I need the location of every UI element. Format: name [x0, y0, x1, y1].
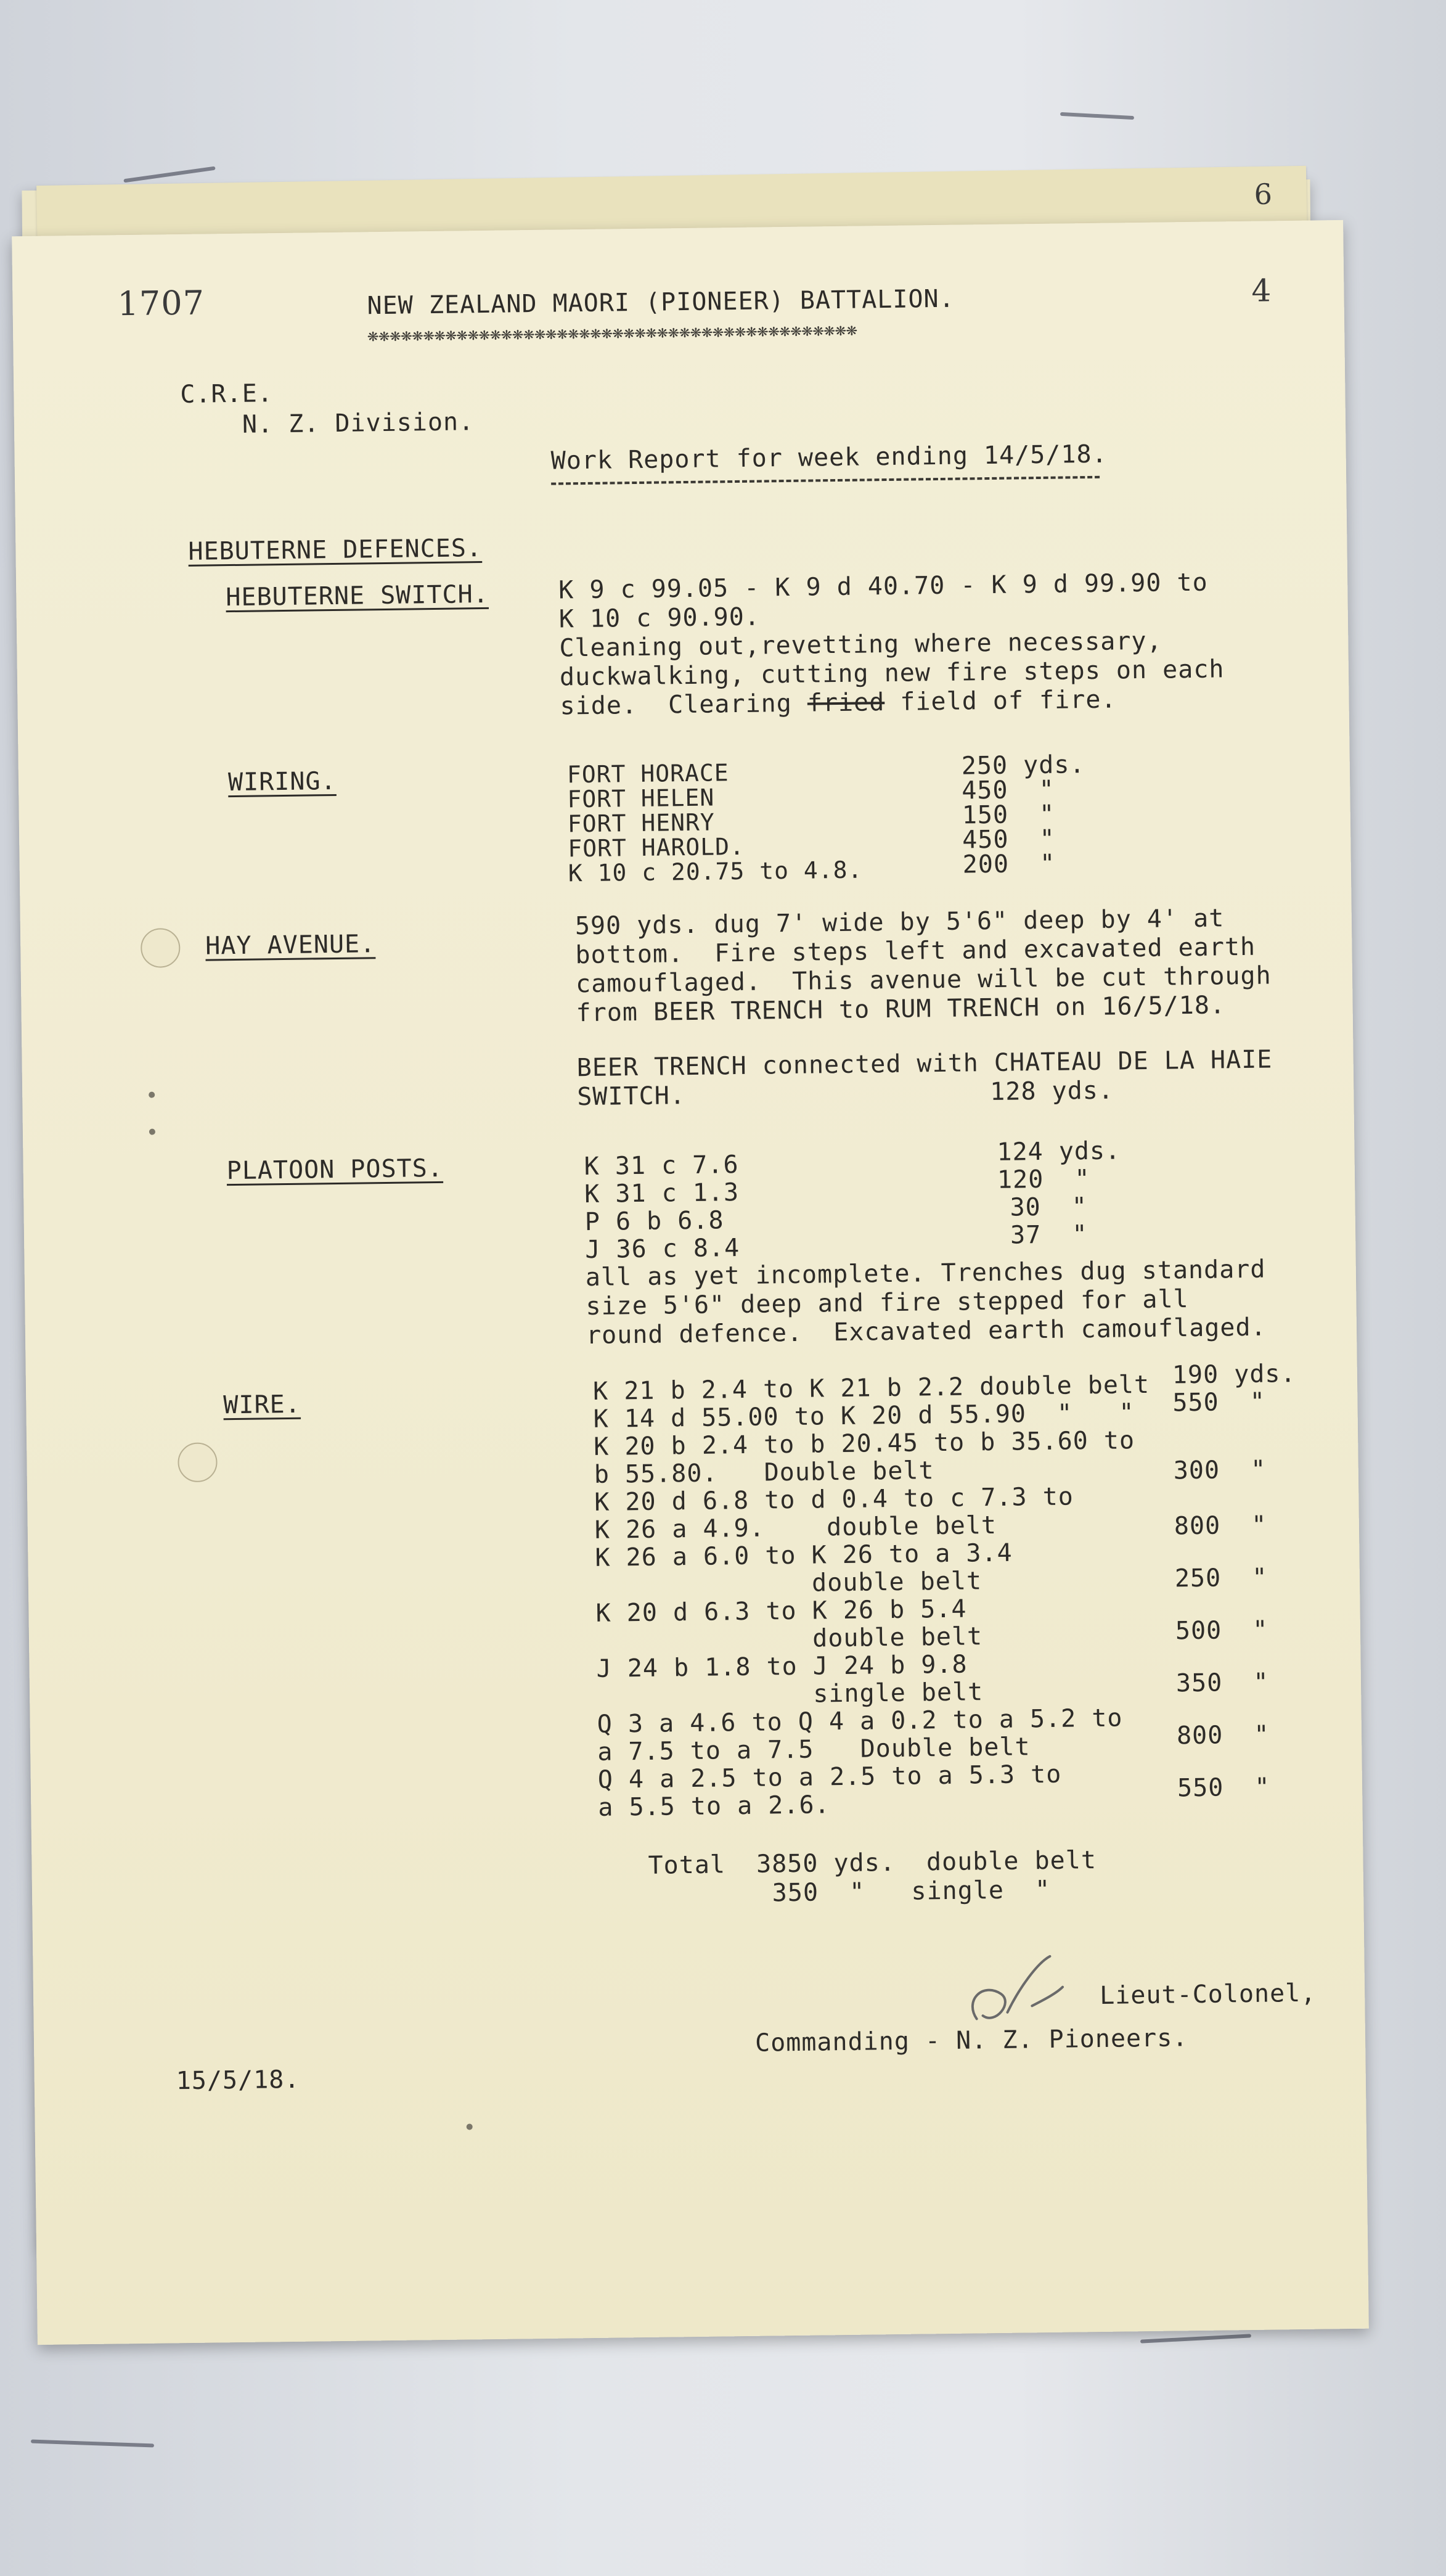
switch-line: Cleaning out,revetting where necessary,: [559, 626, 1162, 663]
hay-avenue-line: from BEER TRENCH to RUM TRENCH on 16/5/18.: [576, 991, 1226, 1028]
wire-line: K 26 a 4.9. double belt: [594, 1511, 997, 1544]
beer-trench-yds: 128 yds.: [989, 1076, 1114, 1107]
wiring-yds: 150 ": [962, 800, 1055, 830]
post-yds: 120 ": [997, 1165, 1090, 1194]
section-heading: HEBUTERNE DEFENCES.: [188, 534, 483, 566]
page-number: 4: [1251, 273, 1272, 309]
switch-last-line: [560, 685, 1117, 721]
post-ref: P 6 b 6.8: [584, 1206, 724, 1237]
wire-line: K 26 a 6.0 to K 26 to a 3.4: [595, 1538, 1013, 1572]
report-title: Work Report for week ending 14/5/18.: [550, 440, 1108, 475]
wire-yds: 800 ": [1174, 1511, 1267, 1541]
wire-line: Q 3 a 4.6 to Q 4 a 0.2 to a 5.2 to: [597, 1704, 1123, 1739]
wire-line: K 14 d 55.00 to K 20 d 55.90 " ": [593, 1398, 1135, 1434]
hay-avenue-label: HAY AVENUE.: [205, 930, 376, 961]
beer-trench-line: BEER TRENCH connected with CHATEAU DE LA HAIE: [576, 1045, 1273, 1083]
wiring-yds: 450 ": [962, 824, 1056, 855]
title-rule: [551, 476, 1100, 485]
report-date: 15/5/18.: [176, 2065, 300, 2096]
wire-line: a 7.5 to a 7.5 Double belt: [597, 1733, 1031, 1766]
wire-line: K 21 b 2.4 to K 21 b 2.2 double belt: [592, 1370, 1150, 1406]
switch-line: duckwalking, cutting new fire steps on each: [559, 655, 1225, 692]
punch-hole: [141, 928, 181, 968]
wiring-yds: 250 yds.: [961, 750, 1085, 781]
addressee-line-1: C.R.E.: [180, 379, 274, 409]
post-note: size 5'6" deep and fire stepped for all: [586, 1285, 1189, 1321]
beer-trench-line: SWITCH.: [577, 1081, 686, 1112]
wiring-yds: 450 ": [962, 775, 1055, 805]
post-yds: 30 ": [1010, 1192, 1088, 1222]
hay-avenue-line: 590 yds. dug 7' wide by 5'6" deep by 4' at: [574, 904, 1225, 941]
post-note: all as yet incomplete. Trenches dug standard: [585, 1255, 1266, 1292]
heading-ornament: ❋❋❋❋❋❋❋❋❋❋❋❋❋❋❋❋❋❋❋❋❋❋❋❋❋❋❋❋❋❋❋❋❋❋❋❋❋❋❋❋❋❋❋❋: [367, 318, 858, 347]
wire-yds: 500 ": [1175, 1615, 1268, 1646]
wire-yds: 250 ": [1174, 1563, 1268, 1593]
wiring-place: FORT HORACE: [566, 759, 729, 789]
post-yds: 124 yds.: [997, 1136, 1121, 1167]
wire-yds: 550 ": [1177, 1773, 1270, 1803]
hay-avenue-line: bottom. Fire steps left and excavated earth: [575, 932, 1256, 970]
post-ref: K 31 c 7.6: [584, 1151, 739, 1181]
reference-number: 1707: [117, 283, 205, 324]
wire-line: double belt: [595, 1622, 983, 1655]
post-ref: J 36 c 8.4: [585, 1234, 740, 1265]
hay-avenue-line: camouflaged. This avenue will be cut through: [575, 961, 1272, 999]
switch-line: K 9 c 99.05 - K 9 d 40.70 - K 9 d 99.90 to: [558, 568, 1208, 605]
wire-line: Q 4 a 2.5 to a 2.5 to a 5.3 to: [597, 1760, 1062, 1794]
struck-word: fried: [807, 688, 885, 718]
wire-yds: 350 ": [1175, 1668, 1269, 1698]
unit-heading: NEW ZEALAND MAORI (PIONEER) BATTALION.: [367, 284, 955, 321]
wire-line: single belt: [596, 1678, 984, 1711]
addressee-line-2: N. Z. Division.: [242, 408, 475, 439]
document-page: [12, 220, 1369, 2345]
switch-last-post: field of fire.: [884, 685, 1117, 717]
platoon-posts-label: PLATOON POSTS.: [226, 1154, 444, 1186]
wire-line: K 20 d 6.8 to d 0.4 to c 7.3 to: [594, 1482, 1074, 1517]
post-ref: K 31 c 1.3: [584, 1178, 740, 1209]
wire-line: b 55.80. Double belt: [594, 1456, 934, 1489]
wiring-place: FORT HELEN: [567, 784, 715, 813]
wiring-place: K 10 c 20.75 to 4.8.: [568, 856, 863, 887]
wire-label: WIRE.: [223, 1390, 301, 1420]
total-line: Total 3850 yds. double belt: [648, 1846, 1097, 1880]
switch-last-pre: side. Clearing: [560, 689, 808, 721]
wire-yds: 300 ": [1173, 1455, 1267, 1485]
signature-rank: Lieut-Colonel,: [1099, 1979, 1317, 2010]
wire-yds: 190 yds.: [1172, 1360, 1296, 1390]
switch-label: HEBUTERNE SWITCH.: [226, 580, 489, 612]
post-yds: 37 ": [1010, 1220, 1088, 1250]
punch-hole: [178, 1442, 218, 1482]
wiring-label: WIRING.: [227, 766, 337, 797]
wiring-yds: 200 ": [962, 849, 1056, 879]
wire-yds: 800 ": [1176, 1720, 1270, 1750]
post-note: round defence. Excavated earth camouflaged.: [586, 1313, 1267, 1350]
wiring-place: FORT HAROLD.: [568, 832, 745, 863]
switch-line: K 10 c 90.90.: [558, 602, 761, 634]
wire-line: a 5.5 to a 2.6.: [598, 1790, 830, 1822]
pin-hole: [467, 2123, 473, 2130]
total-line: 350 " single ": [648, 1875, 1051, 1909]
wire-line: double belt: [595, 1567, 982, 1600]
signature-initials: [957, 1950, 1082, 2037]
wire-line: J 24 b 1.8 to J 24 b 9.8: [596, 1650, 968, 1683]
wire-line: K 20 d 6.3 to K 26 b 5.4: [595, 1594, 967, 1628]
wire-yds: 550 ": [1172, 1387, 1266, 1417]
wire-line: K 20 b 2.4 to b 20.45 to b 35.60 to: [593, 1426, 1135, 1461]
pin-hole: [149, 1129, 155, 1135]
signature-command: Commanding - N. Z. Pioneers.: [754, 2024, 1188, 2057]
wiring-place: FORT HENRY: [567, 808, 715, 838]
back-page-number: 6: [1254, 177, 1273, 211]
pin-hole: [149, 1092, 155, 1098]
